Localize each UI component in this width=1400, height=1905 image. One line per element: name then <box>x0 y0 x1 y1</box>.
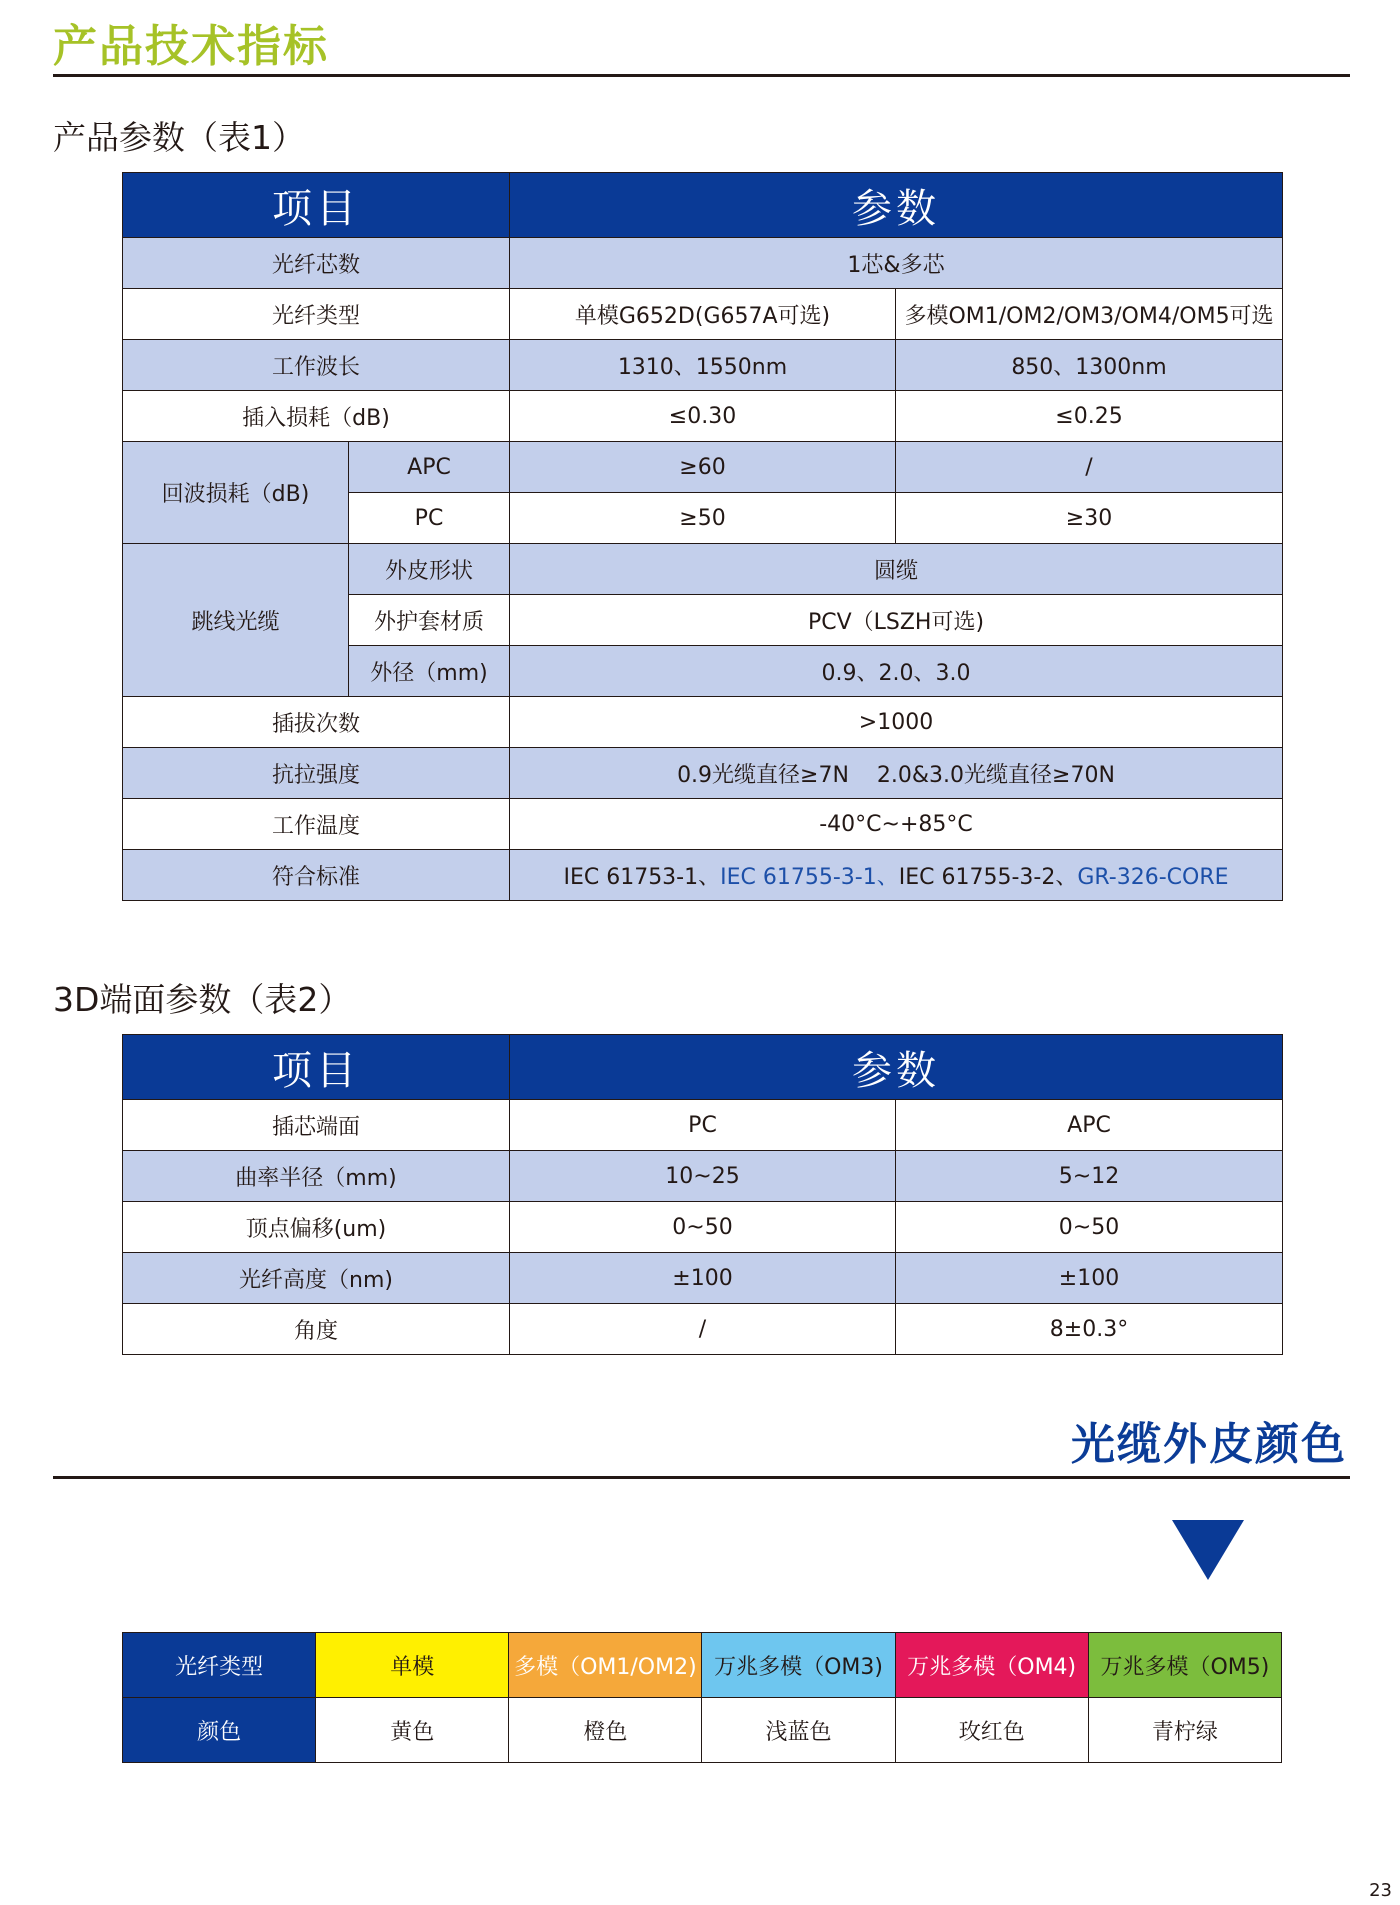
return-loss-label: 回波损耗（dB) <box>123 442 349 544</box>
temp-label: 工作温度 <box>123 799 510 850</box>
header-item: 项目 <box>123 173 510 238</box>
color-name-cell: 黄色 <box>316 1698 509 1763</box>
apc-mm: / <box>896 442 1283 493</box>
color-divider <box>53 1476 1350 1479</box>
pc-mm: ≥30 <box>896 493 1283 544</box>
fiber-count-label: 光纤芯数 <box>123 238 510 289</box>
insertion-sm: ≤0.30 <box>510 391 896 442</box>
jacket-shape-label: 外皮形状 <box>349 544 510 595</box>
title-divider <box>53 74 1350 77</box>
table-row <box>123 1100 1283 1151</box>
table-row <box>123 1253 1283 1304</box>
table-row <box>123 391 1283 442</box>
table-row <box>123 442 1283 493</box>
page-title: 产品技术指标 <box>53 21 329 72</box>
table-row <box>123 1633 1282 1698</box>
fiber-type-mm: 多模OM1/OM2/OM3/OM4/OM5可选 <box>896 289 1283 340</box>
table-row <box>123 697 1283 748</box>
apex-pc: 0~50 <box>510 1202 896 1253</box>
fiber-type-cell: 万兆多模（OM3) <box>702 1633 895 1698</box>
radius-pc: 10~25 <box>510 1151 896 1202</box>
mating-value: >1000 <box>510 697 1283 748</box>
angle-apc: 8±0.3° <box>896 1304 1283 1355</box>
jacket-material-label: 外护套材质 <box>349 595 510 646</box>
fiber-type-sm: 单模G652D(G657A可选) <box>510 289 896 340</box>
jacket-material-value: PCV（LSZH可选) <box>510 595 1283 646</box>
down-triangle-icon <box>1172 1520 1244 1580</box>
ferrule-pc: PC <box>510 1100 896 1151</box>
color-name-cell: 玫红色 <box>895 1698 1088 1763</box>
header-item: 项目 <box>123 1035 510 1100</box>
fiber-type-header: 光纤类型 <box>123 1633 316 1698</box>
standard-part: IEC 61753-1、 <box>563 864 721 890</box>
insertion-label: 插入损耗（dB) <box>123 391 510 442</box>
height-pc: ±100 <box>510 1253 896 1304</box>
standard-part: IEC 61755-3-2、 <box>898 864 1078 890</box>
fiber-type-cell: 万兆多模（OM4) <box>895 1633 1088 1698</box>
mating-label: 插拔次数 <box>123 697 510 748</box>
apc-label: APC <box>349 442 510 493</box>
radius-apc: 5~12 <box>896 1151 1283 1202</box>
tensile-value: 0.9光缆直径≥7N 2.0&3.0光缆直径≥70N <box>510 748 1283 799</box>
color-name-cell: 橙色 <box>509 1698 702 1763</box>
table-row <box>123 544 1283 595</box>
height-label: 光纤高度（nm) <box>123 1253 510 1304</box>
cable-color-table <box>122 1632 1282 1763</box>
apc-sm: ≥60 <box>510 442 896 493</box>
standard-part-link: GR-326-CORE <box>1077 864 1229 890</box>
table-row <box>123 1698 1282 1763</box>
table-row <box>123 340 1283 391</box>
fiber-count-value: 1芯&多芯 <box>510 238 1283 289</box>
table-row <box>123 289 1283 340</box>
product-parameters-table <box>122 172 1283 901</box>
table2-title: 3D端面参数（表2） <box>53 980 352 1019</box>
wavelength-mm: 850、1300nm <box>896 340 1283 391</box>
diameter-value: 0.9、2.0、3.0 <box>510 646 1283 697</box>
diameter-label: 外径（mm) <box>349 646 510 697</box>
tensile-label: 抗拉强度 <box>123 748 510 799</box>
table-row <box>123 850 1283 901</box>
color-header: 颜色 <box>123 1698 316 1763</box>
table-row <box>123 1202 1283 1253</box>
fiber-type-label: 光纤类型 <box>123 289 510 340</box>
standard-label: 符合标准 <box>123 850 510 901</box>
table-row <box>123 748 1283 799</box>
table-row <box>123 238 1283 289</box>
fiber-type-cell: 万兆多模（OM5) <box>1088 1633 1281 1698</box>
height-apc: ±100 <box>896 1253 1283 1304</box>
temp-value: -40°C~+85°C <box>510 799 1283 850</box>
table-row <box>123 1151 1283 1202</box>
color-name-cell: 浅蓝色 <box>702 1698 895 1763</box>
endface-parameters-table <box>122 1034 1283 1355</box>
table-row <box>123 1304 1283 1355</box>
cable-color-title: 光缆外皮颜色 <box>1071 1419 1347 1470</box>
patch-cable-label: 跳线光缆 <box>123 544 349 697</box>
fiber-type-cell: 单模 <box>316 1633 509 1698</box>
fiber-type-cell: 多模（OM1/OM2) <box>509 1633 702 1698</box>
page-number: 23 <box>1369 1880 1392 1901</box>
apex-label: 顶点偏移(um) <box>123 1202 510 1253</box>
header-param: 参数 <box>510 173 1283 238</box>
pc-label: PC <box>349 493 510 544</box>
wavelength-sm: 1310、1550nm <box>510 340 896 391</box>
ferrule-apc: APC <box>896 1100 1283 1151</box>
insertion-mm: ≤0.25 <box>896 391 1283 442</box>
standard-value <box>510 850 1283 901</box>
angle-label: 角度 <box>123 1304 510 1355</box>
radius-label: 曲率半径（mm) <box>123 1151 510 1202</box>
header-param: 参数 <box>510 1035 1283 1100</box>
pc-sm: ≥50 <box>510 493 896 544</box>
apex-apc: 0~50 <box>896 1202 1283 1253</box>
wavelength-label: 工作波长 <box>123 340 510 391</box>
table-row <box>123 799 1283 850</box>
jacket-shape-value: 圆缆 <box>510 544 1283 595</box>
color-name-cell: 青柠绿 <box>1088 1698 1281 1763</box>
standard-part-link: IEC 61755-3-1、 <box>720 864 899 890</box>
angle-pc: / <box>510 1304 896 1355</box>
table1-title: 产品参数（表1） <box>53 118 305 157</box>
ferrule-label: 插芯端面 <box>123 1100 510 1151</box>
